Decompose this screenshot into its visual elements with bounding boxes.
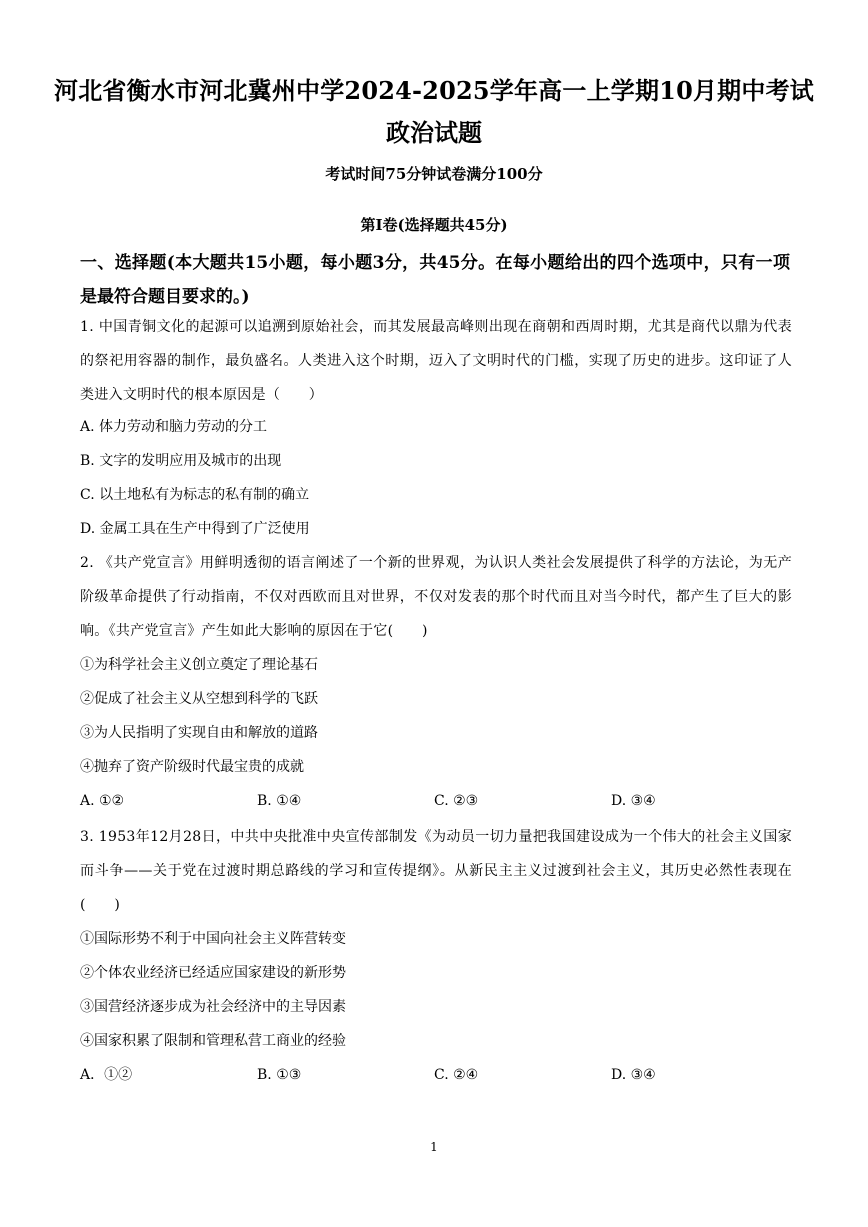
section-title: 一、选择题(本大题共15小题，每小题3分，共45分。在每小题给出的四个选项中，只有一项是最符合题目要求的。) (80, 253, 790, 307)
question-1-choice-a: A. 体力劳动和脑力劳动的分工 (80, 419, 268, 435)
question-3-option-d: D. ③④ (611, 1067, 656, 1083)
question-2-statement-2: ②促成了社会主义从空想到科学的飞跃 (80, 691, 318, 707)
question-3-statement-4: ④国家积累了限制和管理私营工商业的经验 (80, 1033, 346, 1049)
question-2-stem: 2. 《共产党宣言》用鲜明透彻的语言阐述了一个新的世界观，为认识人类社会发展提供了科学的方法论，为无产阶级革命提供了行动指南，不仅对西欧而且对世界，不仅对发表的那个时代而且对当今时代，都产生了巨大的影响。《共产党宣言》产生如此大影响的原因在于它( ) (80, 555, 792, 639)
question-3-option-b: B. ①③ (257, 1067, 302, 1083)
question-2-statement-1: ①为科学社会主义创立奠定了理论基石 (80, 657, 318, 673)
question-1-choice-d: D. 金属工具在生产中得到了广泛使用 (80, 521, 310, 537)
question-2-option-d: D. ③④ (611, 793, 656, 809)
question-2-statement-4: ④抛弃了资产阶级时代最宝贵的成就 (80, 759, 304, 775)
exam-title-line1: 河北省衡水市河北冀州中学2024-2025学年高一上学期10月期中考试 (54, 76, 814, 105)
page-number: 1 (430, 1140, 438, 1154)
question-1-choice-b: B. 文字的发明应用及城市的出现 (80, 453, 282, 469)
question-2-statement-3: ③为人民指明了实现自由和解放的道路 (80, 725, 318, 741)
question-2-options (80, 790, 792, 812)
exam-info: 考试时间75分钟试卷满分100分 (325, 165, 543, 183)
question-3-statement-2: ②个体农业经济已经适应国家建设的新形势 (80, 965, 346, 981)
question-3-option-c: C. ②④ (434, 1067, 479, 1083)
volume-title: 第Ⅰ卷(选择题共45分) (360, 216, 508, 234)
question-3-statement-1: ①国际形势不利于中国向社会主义阵营转变 (80, 931, 346, 947)
question-2-option-c: C. ②③ (434, 793, 479, 809)
question-1-choice-c: C. 以土地私有为标志的私有制的确立 (80, 487, 310, 503)
question-3-stem: 3. 1953年12月28日，中共中央批准中央宣传部制发《为动员一切力量把我国建设成为一个伟大的社会主义国家而斗争——关于党在过渡时期总路线的学习和宣传提纲》。从新民主主义过渡到社会主义，其历史必然性表现在( ) (80, 829, 792, 913)
question-2-option-a: A. ①② (80, 793, 125, 809)
question-3-statement-3: ③国营经济逐步成为社会经济中的主导因素 (80, 999, 346, 1015)
question-1-stem: 1. 中国青铜文化的起源可以追溯到原始社会，而其发展最高峰则出现在商朝和西周时期，尤其是商代以鼎为代表的祭祀用容器的制作，最负盛名。人类进入这个时期，迈入了文明时代的门槛，实现了历史的进步。这印证了人类进入文明时代的根本原因是（ ） (80, 319, 792, 403)
question-3-option-a: A．①② (80, 1067, 133, 1083)
exam-title-line2: 政治试题 (386, 118, 482, 147)
question-2-option-b: B. ①④ (257, 793, 302, 809)
question-3-options (80, 1064, 792, 1086)
